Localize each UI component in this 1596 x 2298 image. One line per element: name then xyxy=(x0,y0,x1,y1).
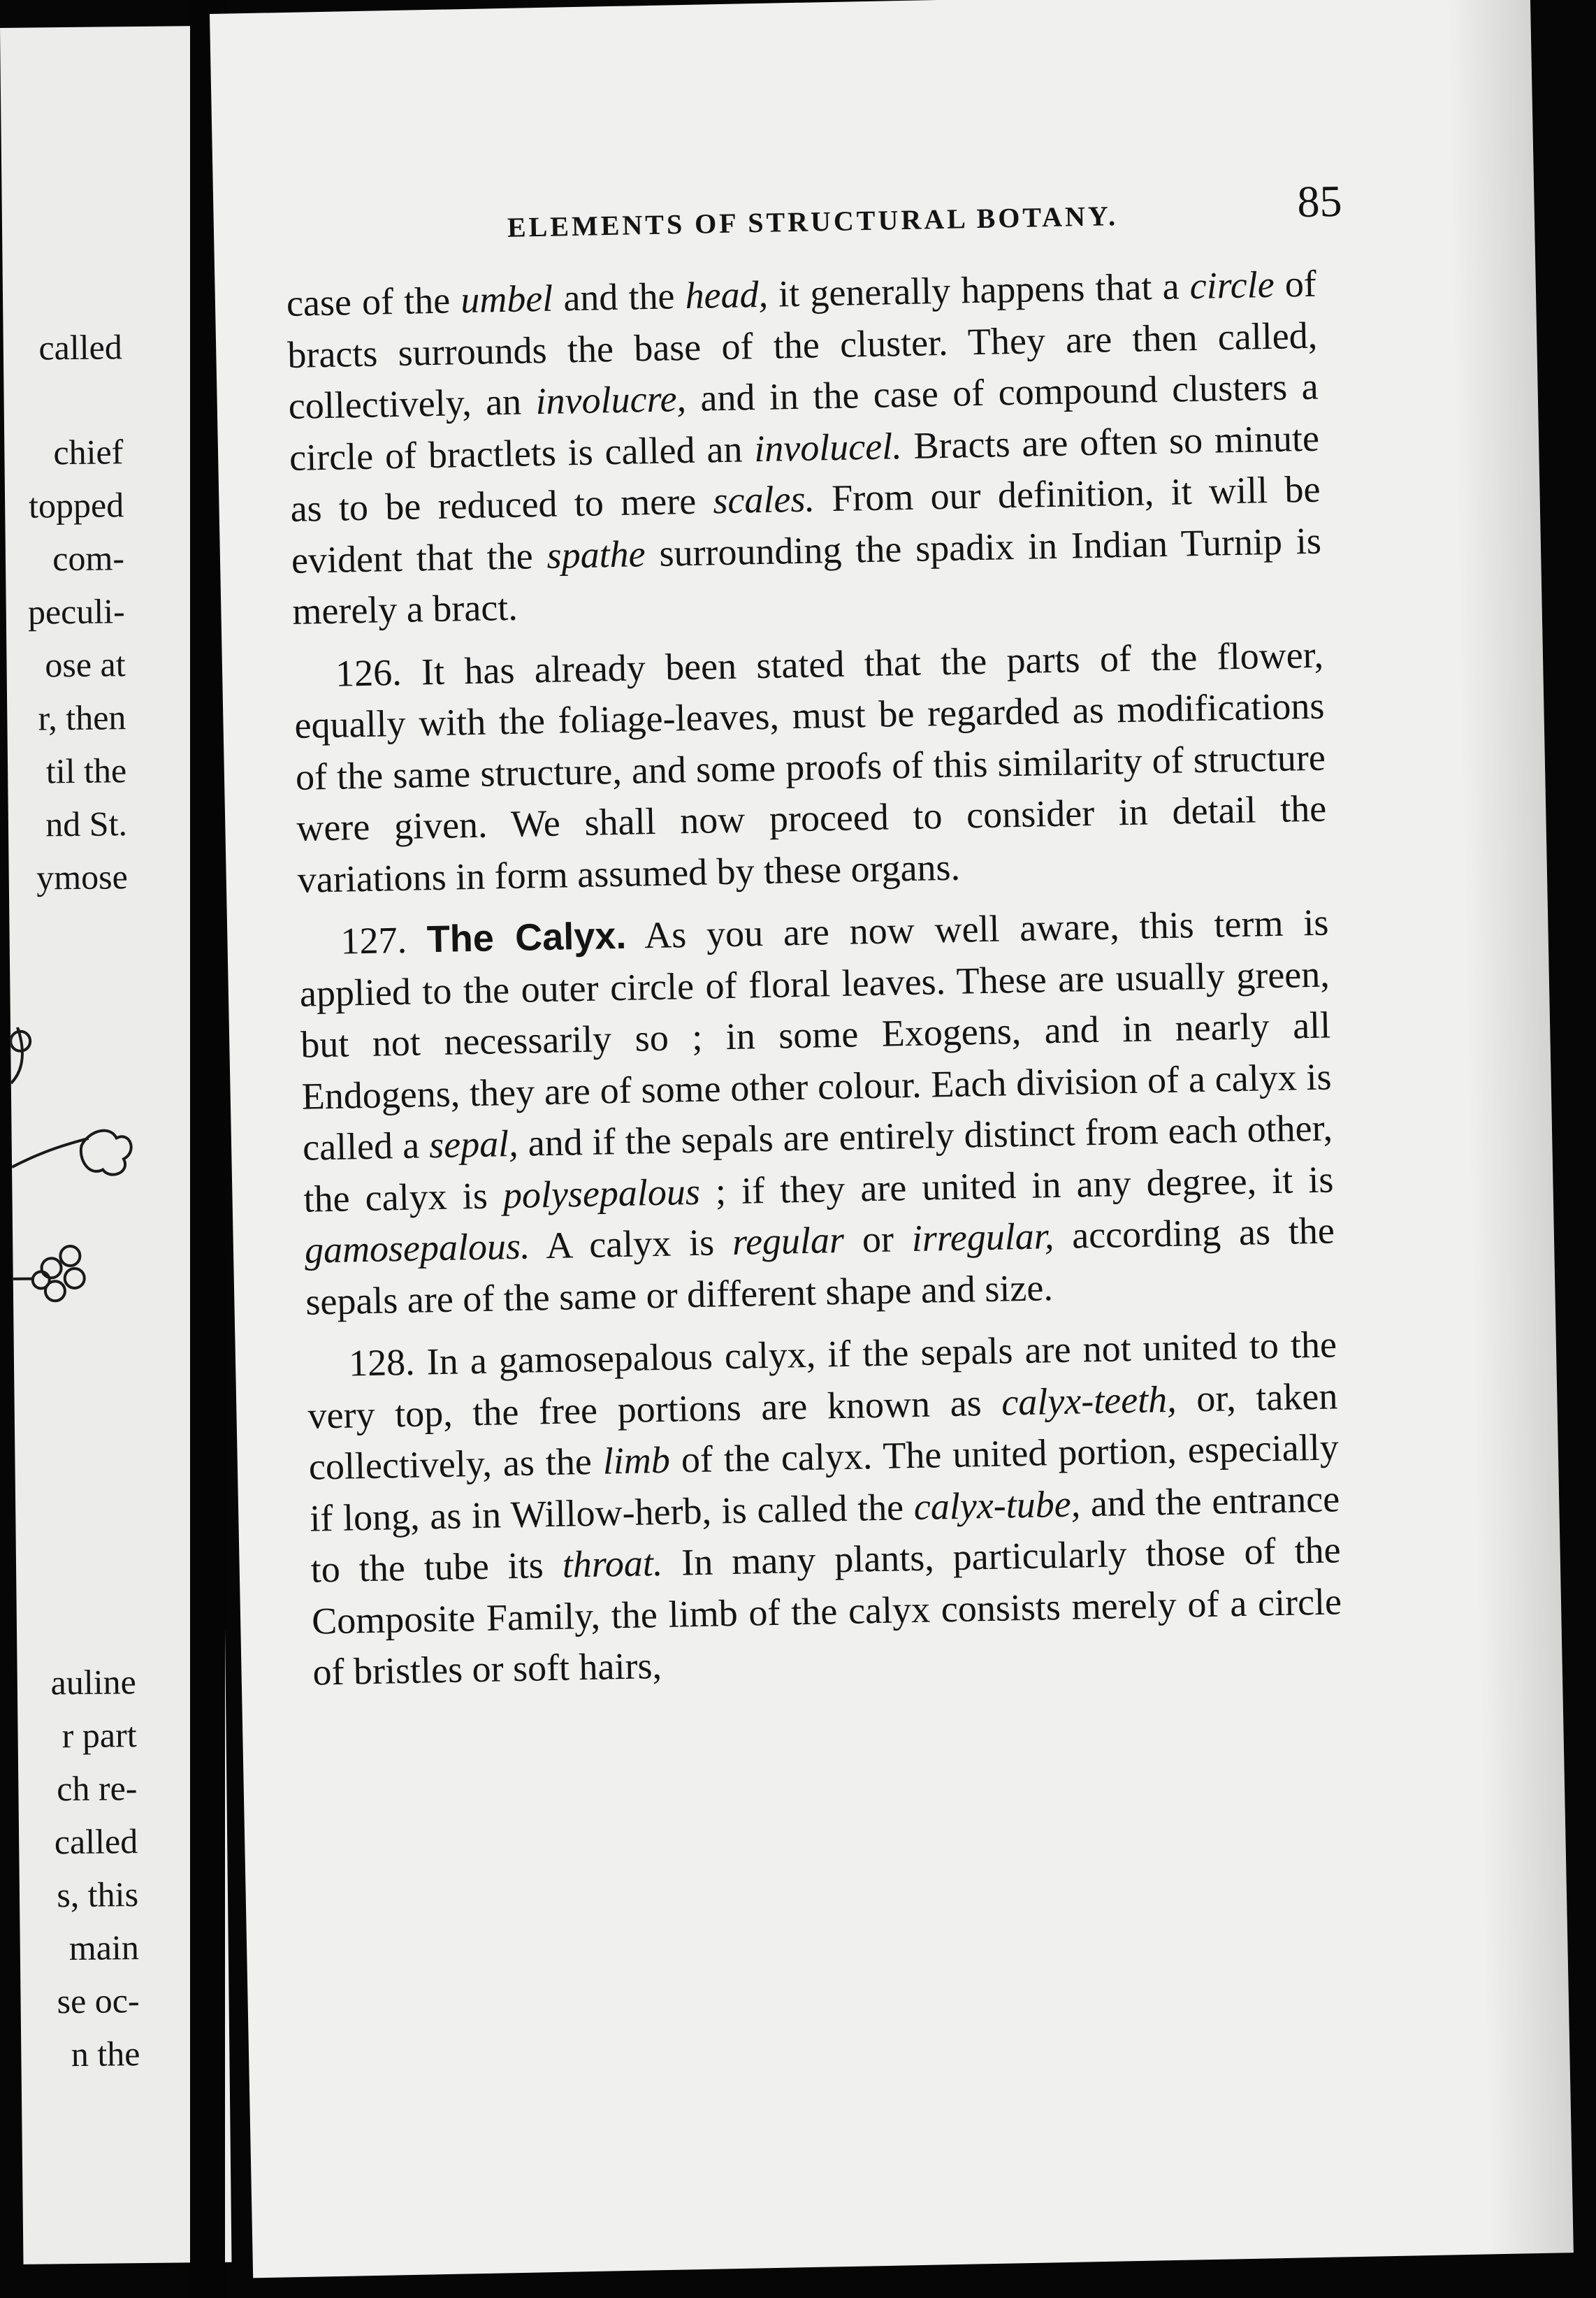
paragraph-number: 127. xyxy=(340,918,407,962)
running-title: ELEMENTS OF STRUCTURAL BOTANY. xyxy=(507,200,1119,243)
text-run: or, taken collectively, as the xyxy=(308,1374,1338,1488)
italic-term: limb xyxy=(602,1438,671,1482)
section-heading: The Calyx. xyxy=(426,914,627,961)
text-run: and in the case of compound clusters a circle of bractlets is called an xyxy=(289,365,1319,479)
fragment-line: main xyxy=(68,1928,140,1968)
text-run: As you are now well aware, this term is applied to the outer circle of floral leaves. These are usually green, but not necessarily so ; in some Exogens, and in nearly all Endogens, they are of some other colour. Each division of a calyx is called a xyxy=(299,901,1333,1169)
fragment-line: nd St. xyxy=(45,804,128,844)
text-run: In many plants, particularly those of the Composite Family, the limb of the calyx consists merely of a circle of bristles or soft hairs, xyxy=(311,1529,1342,1693)
fragment-line: n the xyxy=(71,2034,140,2074)
italic-term: head, xyxy=(685,273,769,317)
fragment-line: se oc- xyxy=(57,1981,140,2021)
fragment-line: ymose xyxy=(36,857,129,897)
text-run: Bracts are often so minute as to be reduced to mere xyxy=(290,417,1320,530)
fragment-line: auline xyxy=(50,1662,137,1703)
italic-term: circle xyxy=(1189,263,1275,308)
paragraph-127 xyxy=(298,897,1336,1328)
italic-term: gamosepalous. xyxy=(304,1224,530,1271)
text-run: case of the xyxy=(286,279,461,324)
italic-term: umbel xyxy=(460,277,553,321)
text-run: and the entrance to the tube its xyxy=(310,1477,1340,1591)
fragment-line: called xyxy=(54,1821,138,1862)
italic-term: involucel. xyxy=(753,424,903,470)
italic-term: polysepalous xyxy=(502,1170,701,1216)
italic-term: irregular, xyxy=(911,1215,1054,1260)
text-run: and the xyxy=(552,275,686,319)
previous-page-text-top xyxy=(0,26,208,897)
text-run: ; if they are united in any degree, it is xyxy=(699,1157,1334,1213)
text-run: surrounding the spadix in Indian Turnip is merely a bract. xyxy=(291,519,1322,633)
fragment-line: called xyxy=(38,327,123,368)
fragment-line: com- xyxy=(52,538,125,579)
text-run: It has already been stated that the parts of the flower, equally with the foliage-leaves, must be regarded as modifications of the same structure, and some proofs of this similarity of structure were given. We shall now proceed to consider in detail the variations in form assumed by these organs. xyxy=(293,633,1327,901)
page-number: 85 xyxy=(1296,175,1343,227)
paragraph-128 xyxy=(306,1319,1343,1698)
italic-term: calyx-tube, xyxy=(913,1482,1081,1528)
fragment-line: til the xyxy=(45,751,127,791)
paragraph-number: 128. xyxy=(348,1340,416,1385)
body-text xyxy=(286,259,1343,1698)
text-run: of the calyx. The united portion, especially if long, as in Willow-herb, is called the xyxy=(309,1426,1340,1540)
fragment-line: r part xyxy=(61,1715,137,1756)
book-page xyxy=(210,0,1574,2278)
italic-term: sepal, xyxy=(428,1122,519,1166)
text-run: A calyx is xyxy=(529,1220,733,1267)
text-run: From our definition, it will be evident that the xyxy=(291,468,1321,581)
italic-term: involucre, xyxy=(535,377,687,423)
fragment-line: s, this xyxy=(56,1874,139,1915)
fragment-line: ose at xyxy=(45,644,126,685)
page-edge-shadow xyxy=(1446,0,1574,2254)
text-run: of bracts surrounds the base of the cluster. They are then called, collectively, an xyxy=(286,262,1318,427)
paragraph-126 xyxy=(293,629,1328,906)
fragment-line: peculi- xyxy=(27,591,126,632)
text-run: and if the sepals are entirely distinct from each other, the calyx is xyxy=(303,1106,1333,1220)
text-run: or xyxy=(843,1217,913,1261)
italic-term: throat. xyxy=(562,1541,663,1586)
italic-term: regular xyxy=(732,1218,845,1263)
fragment-line: topped xyxy=(28,485,124,526)
fragment-line: ch re- xyxy=(56,1768,138,1809)
text-run: it generally happens that a xyxy=(767,265,1191,315)
paragraph-number: 126. xyxy=(335,651,402,695)
fragment-line: r, then xyxy=(38,698,126,738)
italic-term: scales. xyxy=(712,477,815,522)
italic-term: calyx-teeth, xyxy=(1001,1378,1177,1424)
paragraph-bracts-continued xyxy=(286,259,1323,638)
italic-term: spathe xyxy=(546,532,646,577)
fragment-line: chief xyxy=(53,432,124,472)
text-run: In a gamosepalous calyx, if the sepals are not united to the very top, the free portions are known as xyxy=(307,1323,1337,1437)
text-run: according as the sepals are of the same or different shape and size. xyxy=(305,1209,1335,1323)
